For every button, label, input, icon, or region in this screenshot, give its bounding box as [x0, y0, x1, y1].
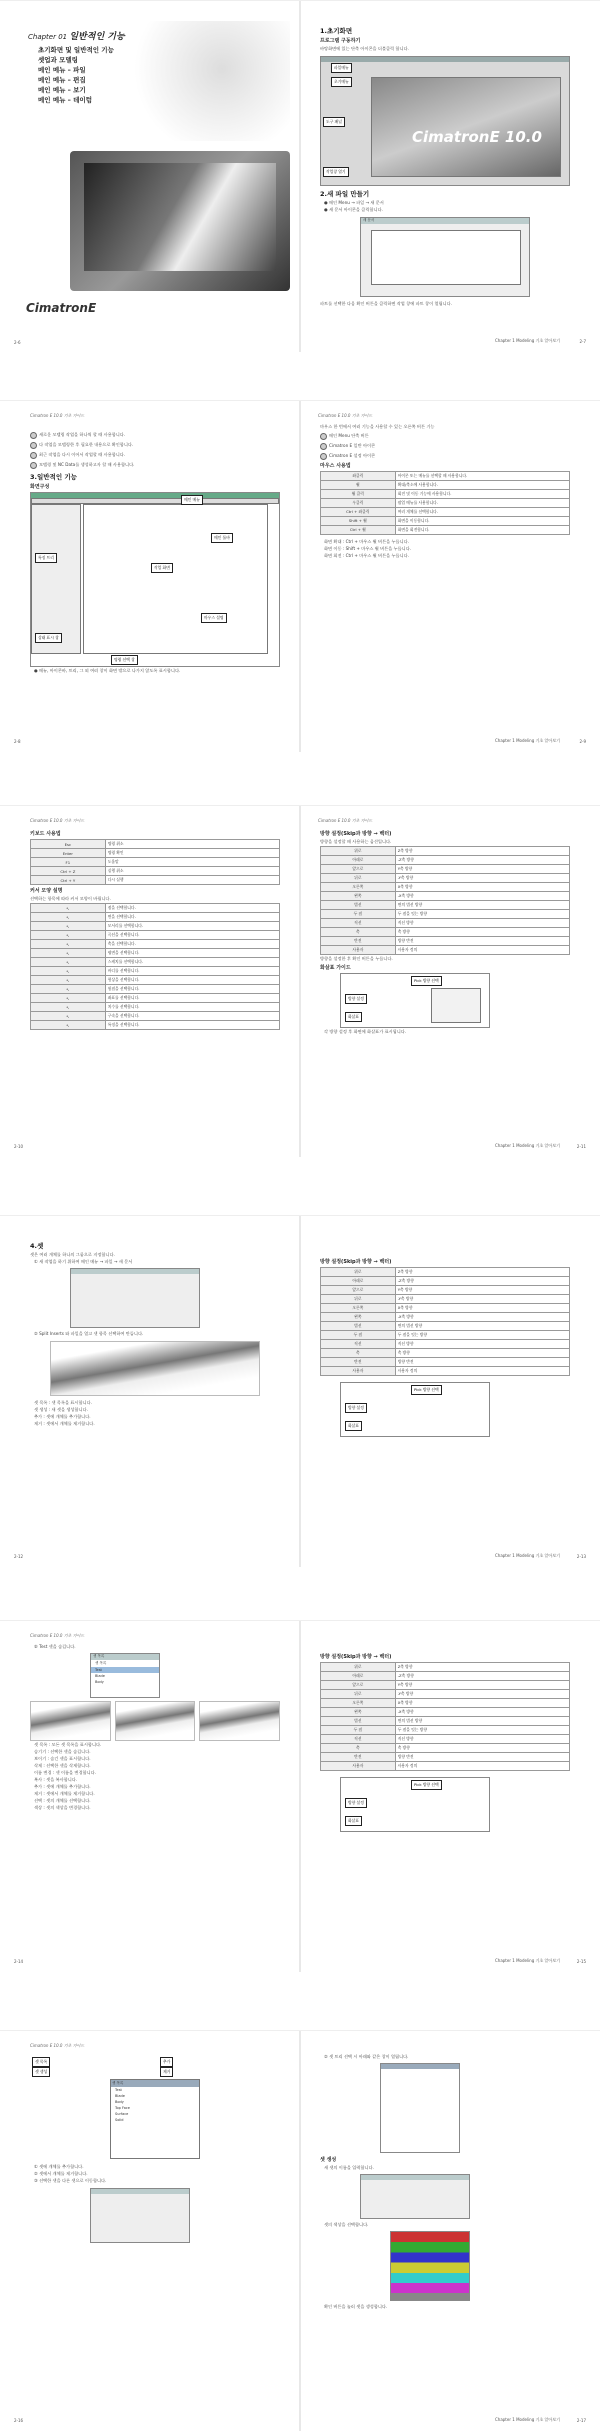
keyboard-table: Esc 명령 취소 Enter 명령 확인 F1 도움말 Ctrl + Z 실행 취소 Ctrl + Y 다시 실행 — [30, 839, 280, 885]
page-number: 2-9 — [579, 739, 586, 744]
open-icon — [30, 442, 37, 449]
note: 화면 확대 : Ctrl + 마우스 휠 버튼을 누릅니다. — [324, 539, 410, 544]
section-title: 1.초기화면 — [320, 27, 353, 35]
note: 화면 이동 : Shift + 마우스 휠 버튼을 누릅니다. — [324, 546, 412, 551]
cover-page — [0, 1, 300, 352]
paragraph: 선택하는 항목에 따라 커서 모양이 바뀝니다. — [30, 896, 111, 901]
monitor-graphic — [70, 151, 290, 291]
list-item: 색상 : 셋의 색상을 변경합니다. — [34, 1805, 91, 1810]
list-item: 새 셋의 이름을 입력합니다. — [324, 2165, 374, 2170]
step: ③ 선택한 셋을 다른 셋으로 이동합니다. — [34, 2178, 107, 2183]
direction-table: 위로 Z축 방향 아래로 -Z축 방향 앞으로 Y축 방향 뒤로 -Y축 방향 오른쪽 X축 방향 왼쪽 -X축 방향 법선 면의 법선 방향 두 점 두 점을 잇는 방향 직선 직선 방향 축 축 방향 반전 방향 반전 사용자 사용자 정의 — [320, 1267, 570, 1376]
list-item: 이름 변경 : 셋 이름을 변경합니다. — [34, 1770, 96, 1775]
running-header: Cimatron E 10.0 기초 가이드 — [318, 818, 373, 823]
section-title: 방향 설정(Skip과 방향 → 백터) — [320, 1259, 392, 1265]
spread-2: Cimatron E 10.0 기초 가이드 Cimatron E 10.0 기초 가이드 새로운 모델링 작업을 하나씩 할 때 사용합니다. 다 작업을 모델링한 후 필요한 내용으로 확인합니다. 최근 작업을 다시 이어서 작업할 때 사용합니다. 모델링 및 NC Data를 생성하고자 할 때 사용합니다. 3.일반적인 기능 화면구성 메인 메뉴 메인 툴바 작업 화면 특징 트리 마우스 설명 상태 표시 창 명령 선택 창 ● 메뉴, 아이콘바, 트리, 그 외 여러 창이 화면 밖으로 나가지 않도록 표시합니다. 마우스 한 번에서 여러 기능을 사용할 수 있는 오른쪽 버튼 기능 메인 Menu 단축 버튼 Cimatron E 일반 아이콘 Cimatron E 설정 아이콘 마우스 사용법 좌클릭 아이콘 또는 메뉴를 선택할 때 사용합니다. 휠 확대/축소에 사용합니다. 휠 클릭 회전 및 이동 기능에 사용합니다. 우클릭 팝업 메뉴를 사용합니다. Ctrl + 좌클릭 여러 개체를 선택합니다. Shift + 휠 화면을 이동합니다. Ctrl + 휠 화면을 회전합니다. 화면 확대 : Ctrl + 마우스 휠 버튼을 누릅니다. 화면 이동 : Shift + 마우스 휠 버튼을 누릅니다. 화면 회전 : Ctrl + 마우스 휠 버튼을 누릅니다. 2-8 2-9 Chapter 1 Modeling 기초 알아보기 — [0, 400, 600, 752]
arrow-guide: Pick 방향 선택 방향 설정 화살표 — [340, 1777, 490, 1832]
set-list-panel: 셋 목록 셋 목록 Test Blade Body — [90, 1653, 160, 1698]
subsection-title: 셋 생성 — [320, 2157, 337, 2163]
list-item: 제거 : 셋에서 개체를 제거합니다. — [34, 1791, 95, 1796]
dialog-screenshot — [360, 2174, 470, 2219]
list-item: 제거 : 셋에서 개체를 제거합니다. — [34, 1421, 95, 1426]
list-item: 선택 : 셋의 개체를 선택합니다. — [34, 1798, 91, 1803]
dialog-screenshot — [70, 1268, 200, 1328]
chapter-label: Chapter 01 일반적인 기능 — [28, 32, 125, 42]
splash-text: CimatronE 10.0 — [412, 128, 542, 146]
page-number: 2-6 — [14, 340, 21, 345]
screenshot-splash — [320, 56, 570, 186]
dialog-new-document: 새 문서 — [360, 217, 530, 297]
page-number: 2-17 — [576, 2418, 586, 2423]
step: ⑤ Test 셋을 숨깁니다. — [34, 1644, 76, 1649]
direction-table: 위로 Z축 방향 아래로 -Z축 방향 앞으로 Y축 방향 뒤로 -Y축 방향 오른쪽 X축 방향 왼쪽 -X축 방향 법선 면의 법선 방향 두 점 두 점을 잇는 방향 직선 직선 방향 축 축 방향 반전 방향 반전 사용자 사용자 정의 — [320, 1662, 570, 1771]
spread-5 — [0, 1620, 600, 1972]
menu-item: 메인 메뉴 – 데이텀 — [38, 96, 92, 104]
blade-row — [30, 1701, 280, 1741]
callout: 초기메뉴 — [331, 77, 352, 87]
running-header: Cimatron E 10.0 기초 가이드 — [318, 413, 373, 418]
set-tree-screenshot: 셋 목록 셋 생성 추가 제거 셋 목록 Test Blade Body Top Face Surface Solid — [30, 2053, 280, 2163]
page-number: 2-10 — [14, 1144, 24, 1149]
list-item: 셋의 색상을 선택합니다. — [324, 2222, 369, 2227]
list-item: 보이기 : 숨긴 셋을 표시합니다. — [34, 1756, 91, 1761]
bullet: ● 메인 Menu → 파일 → 새 문서 — [324, 200, 384, 205]
step: ② 셋 트리 선택 시 아래와 같은 창이 열립니다. — [324, 2054, 409, 2059]
footer: Chapter 1 Modeling 기초 알아보기 — [494, 2417, 560, 2422]
running-header: Cimatron E 10.0 기초 가이드 — [30, 2043, 85, 2048]
list-item: 복사 : 셋을 복사합니다. — [34, 1777, 78, 1782]
paragraph: 바탕화면에 있는 단축 아이콘을 더블클릭 합니다. — [320, 46, 409, 51]
caption: ● 메뉴, 아이콘바, 트리, 그 외 여러 창이 화면 밖으로 나가지 않도록 표시합니다. — [34, 668, 181, 673]
spread-4 — [0, 1215, 600, 1567]
page-number: 2-15 — [576, 1959, 586, 1964]
footer: Chapter 1 Modeling 기초 알아보기 — [494, 1958, 560, 1963]
screenshot-ui-layout: 메인 메뉴 메인 툴바 작업 화면 특징 트리 마우스 설명 상태 표시 창 명령 선택 창 — [30, 492, 280, 667]
list-item: 셋 생성 : 새 셋을 생성합니다. — [34, 1407, 88, 1412]
page-number: 2-12 — [14, 1554, 24, 1559]
list-item: 추가 : 셋에 개체를 추가합니다. — [34, 1784, 91, 1789]
mouse-icon — [320, 433, 327, 440]
bullet: ● 새 문서 아이콘을 클릭합니다. — [324, 207, 383, 212]
menu-item: 메인 메뉴 – 파일 — [38, 66, 86, 74]
arrow-guide: Pick 방향 선택 방향 설정 화살표 — [340, 1382, 490, 1437]
recent-icon — [30, 452, 37, 459]
nc-icon — [30, 462, 37, 469]
page-number: 2-8 — [14, 739, 21, 744]
spread-3 — [0, 805, 600, 1157]
subsection-title: 프로그램 구동하기 — [320, 38, 361, 44]
cursor-table: ↖ 점을 선택합니다. ↖ 면을 선택합니다. ↖ 모서리를 선택합니다. ↖ 곡선을 선택합니다. ↖ 축을 선택합니다. ↖ 평면을 선택합니다. ↖ 스케치를 선택합니다. ↖ 바디를 선택합니다. ↖ 형상을 선택합니다. ↖ 원점을 선택합니다. ↖ 좌표를 선택합니다. ↖ 치수를 선택합니다. ↖ 구속을 선택합니다. ↖ 특징을 선택합니다. — [30, 903, 280, 1030]
direction-table: 위로 Z축 방향 아래로 -Z축 방향 앞으로 Y축 방향 뒤로 -Y축 방향 오른쪽 X축 방향 왼쪽 -X축 방향 법선 면의 법선 방향 두 점 두 점을 잇는 방향 직선 직선 방향 축 축 방향 반전 방향 반전 사용자 사용자 정의 — [320, 846, 570, 955]
subsection-title: 커서 모양 설명 — [30, 888, 63, 894]
section-title: 4.셋 — [30, 1242, 44, 1250]
page-number: 2-13 — [576, 1554, 586, 1559]
menu-item: 초기화면 및 일반적인 기능 — [38, 46, 114, 54]
color-palette — [390, 2231, 470, 2301]
menu-item: 메인 메뉴 – 편집 — [38, 76, 86, 84]
dialog-screenshot — [90, 2188, 190, 2243]
note: 화면 회전 : Ctrl + 마우스 휠 버튼을 누릅니다. — [324, 553, 410, 558]
globe-graphic — [120, 21, 290, 141]
list-item: 셋 목록 : 모든 셋 목록을 표시합니다. — [34, 1742, 102, 1747]
step: ② 셋에서 개체를 제거합니다. — [34, 2171, 88, 2176]
callout: 파일메뉴 — [331, 63, 352, 73]
footer: Chapter 1 Modeling 기초 알아보기 — [494, 738, 560, 743]
subsection-title: 화면구성 — [30, 484, 50, 490]
paragraph: 방향을 설정할 때 사용하는 옵션입니다. — [320, 839, 392, 844]
page-number: 2-16 — [14, 2418, 24, 2423]
paragraph: 마우스 한 번에서 여러 기능을 사용할 수 있는 오른쪽 버튼 기능 — [320, 424, 435, 429]
set-panel — [380, 2063, 460, 2153]
list-item: 확인 버튼을 눌러 셋을 생성합니다. — [324, 2304, 388, 2309]
section-title: 2.새 파일 만들기 — [320, 190, 370, 198]
section-title: 방향 설정(Skip과 방향 → 백터) — [320, 1654, 392, 1660]
spread-6 — [0, 2030, 600, 2431]
running-header: Cimatron E 10.0 기초 가이드 — [30, 1633, 85, 1638]
footer: Chapter 1 Modeling 기초 알아보기 — [494, 338, 560, 343]
step: ① 새 작업을 하기 위하여 메인 메뉴 → 파일 → 새 문서 — [34, 1259, 133, 1264]
menu-item: 메인 메뉴 – 보기 — [38, 86, 86, 94]
chapter-menu — [38, 45, 114, 105]
mouse-icon — [320, 453, 327, 460]
footer: Chapter 1 Modeling 기초 알아보기 — [494, 1553, 560, 1558]
blade-model — [50, 1341, 260, 1396]
table-title: 키보드 사용법 — [30, 831, 61, 837]
cimatron-logo: CimatronE — [26, 301, 97, 315]
section-title: 3.일반적인 기능 — [30, 473, 77, 481]
callout: 작업창 열기 — [323, 167, 349, 177]
page-number: 2-14 — [14, 1959, 24, 1964]
running-header: Cimatron E 10.0 기초 가이드 — [30, 818, 85, 823]
step: ② Split Inserts 와 파일을 열고 셋 항목 선택하여 만듭니다. — [34, 1331, 144, 1336]
list-item: 삭제 : 선택한 셋을 삭제합니다. — [34, 1763, 91, 1768]
list-item: 셋 목록 : 셋 목록을 표시합니다. — [34, 1400, 92, 1405]
list-item: 숨기기 : 선택한 셋을 숨깁니다. — [34, 1749, 91, 1754]
new-icon — [30, 432, 37, 439]
footer: Chapter 1 Modeling 기초 알아보기 — [494, 1143, 560, 1148]
list-item: 추가 : 셋에 개체를 추가합니다. — [34, 1414, 91, 1419]
paragraph: 방향을 설정한 후 확인 버튼을 누릅니다. — [320, 956, 393, 961]
table-title: 마우스 사용법 — [320, 463, 351, 469]
spread-1 — [0, 0, 600, 352]
subsection-title: 화살표 가이드 — [320, 965, 351, 971]
page-number: 2-11 — [576, 1144, 586, 1149]
step: ① 셋에 개체를 추가합니다. — [34, 2164, 84, 2169]
mouse-table: 좌클릭 아이콘 또는 메뉴를 선택할 때 사용합니다. 휠 확대/축소에 사용합니다. 휠 클릭 회전 및 이동 기능에 사용합니다. 우클릭 팝업 메뉴를 사용합니다. Ctrl + 좌클릭 여러 개체를 선택합니다. Shift + 휠 화면을 이동합니다. Ctrl + 휠 화면을 회전합니다. — [320, 471, 570, 535]
arrow-guide: Pick 방향 선택 방향 설정 화살표 — [340, 973, 490, 1028]
running-header: Cimatron E 10.0 기초 가이드 — [30, 413, 85, 418]
page-number: 2-7 — [579, 339, 586, 344]
callout: 도구 패널 — [323, 117, 345, 127]
menu-item: 셋업과 모델링 — [38, 56, 78, 64]
paragraph: 셋은 여러 개체를 하나의 그룹으로 지정합니다. — [30, 1252, 115, 1257]
section-title: 방향 설정(Skip과 방향 → 백터) — [320, 831, 392, 837]
paragraph: 파트를 선택한 다음 확인 버튼을 클릭하면 작업 창에 파트 창이 열립니다. — [320, 301, 452, 306]
mouse-icon — [320, 443, 327, 450]
caption: 각 방향 설정 후 화면에 화살표가 표시됩니다. — [324, 1029, 407, 1034]
